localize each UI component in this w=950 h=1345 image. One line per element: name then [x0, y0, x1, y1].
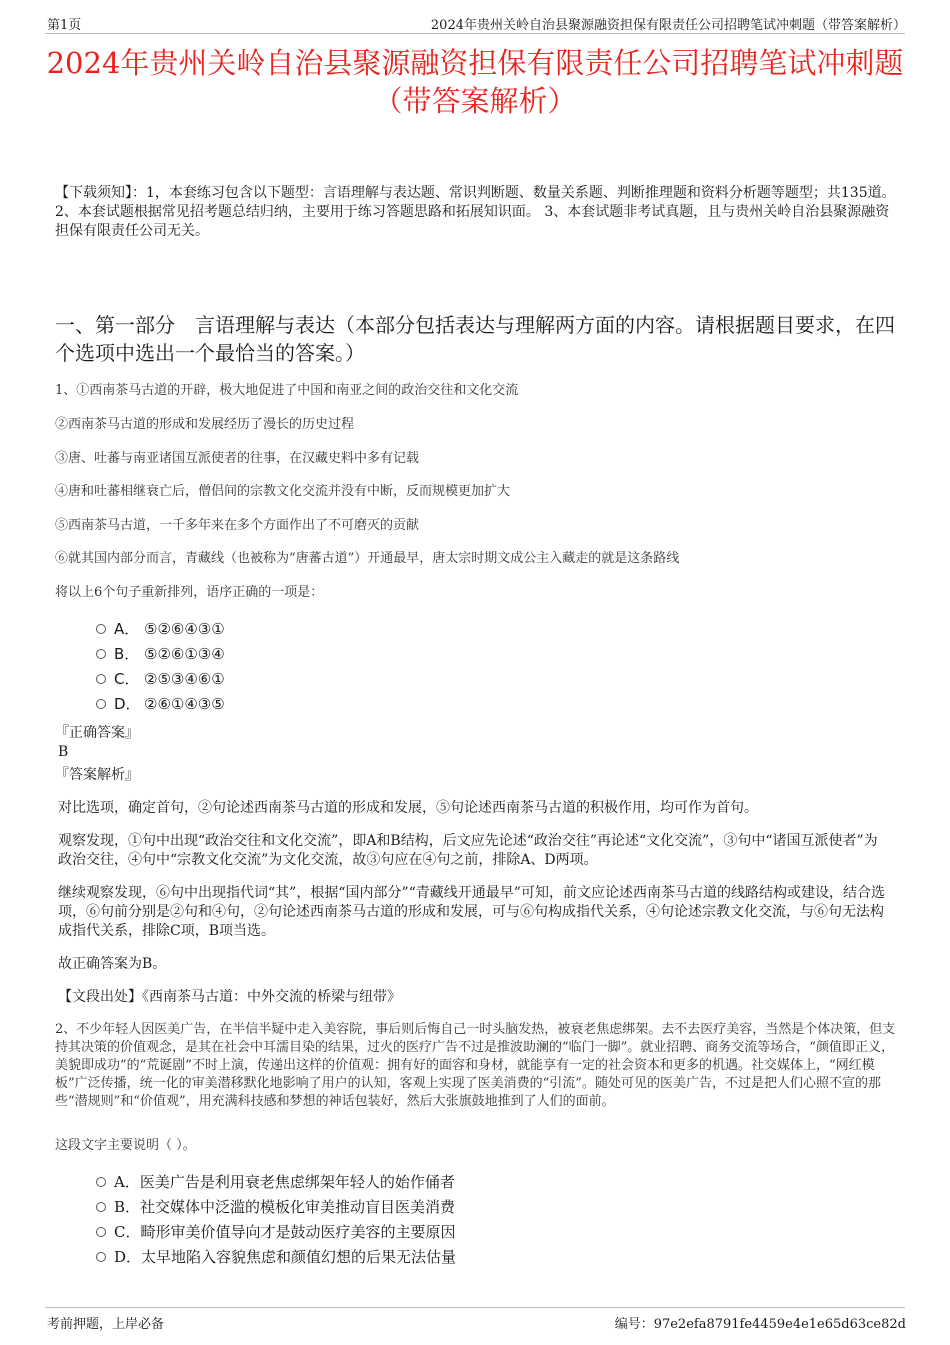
option-text: ⑤②⑥①③④	[144, 645, 225, 663]
q1-sentence-4: ④唐和吐蕃相继衰亡后，僧侣间的宗教文化交流并没有中断，反而规模更加扩大	[55, 484, 511, 499]
q1-sentence-3: ③唐、吐蕃与南亚诸国互派使者的往事，在汉藏史料中多有记载	[55, 451, 420, 466]
q1-option-d[interactable]	[96, 692, 225, 717]
header-divider	[45, 33, 905, 34]
footer-doc-id: 编号：97e2efa8791fe4459e4e1e65d63ce82d	[614, 1317, 906, 1332]
option-text: 太早地陷入容貌焦虑和颜值幻想的后果无法估量	[141, 1248, 457, 1266]
option-text: ②⑥①④③⑤	[144, 695, 225, 713]
analysis-label: 『答案解析』	[55, 767, 139, 783]
radio-icon[interactable]	[96, 699, 106, 709]
option-text: 社交媒体中泛滥的模板化审美推动盲目医美消费	[140, 1198, 456, 1216]
option-letter: A．	[114, 1173, 140, 1191]
q1-sentence-5: ⑤西南茶马古道，一千多年来在多个方面作出了不可磨灭的贡献	[55, 518, 420, 533]
q1-option-a[interactable]	[96, 617, 225, 642]
q2-prompt: 这段文字主要说明（ ）。	[55, 1138, 196, 1153]
option-letter: C．	[114, 670, 140, 688]
q1-sentence-6: ⑥就其国内部分而言，青藏线（也被称为“唐蕃古道”）开通最早，唐太宗时期文成公主入藏走的就是这条路线	[55, 551, 680, 566]
radio-icon[interactable]	[96, 1227, 106, 1237]
footer-slogan: 考前押题，上岸必备	[47, 1317, 165, 1332]
answer-label: 『正确答案』	[55, 725, 139, 741]
q1-sentence-1: 1、①西南茶马古道的开辟，极大地促进了中国和南亚之间的政治交往和文化交流	[55, 383, 519, 398]
radio-icon[interactable]	[96, 674, 106, 684]
text-source: 【文段出处】《西南茶马古道：中外交流的桥梁与纽带》	[58, 989, 401, 1005]
page-number: 第1页	[47, 18, 82, 33]
option-text: ⑤②⑥④③①	[144, 620, 225, 638]
q1-prompt: 将以上6个句子重新排列，语序正确的一项是：	[55, 585, 324, 600]
option-letter: A．	[114, 620, 140, 638]
radio-icon[interactable]	[96, 1177, 106, 1187]
analysis-paragraph-3: 继续观察发现，⑥句中出现指代词“其”，根据“国内部分”“青藏线开通最早”可知，前文应论述西南茶马古道的线路结构或建设，结合选项，⑥句前分别是②句和④句，②句论述西南茶马古道的形成和发展，可与⑥句构成指代关系，④句论述宗教文化交流，与⑥句无法构成指代关系，排除C项，B项当选。	[58, 885, 885, 939]
footer-divider	[45, 1307, 905, 1308]
q2-options	[96, 1170, 456, 1270]
option-text: 医美广告是利用衰老焦虑绑架年轻人的始作俑者	[139, 1173, 455, 1191]
download-notice: 【下载须知】：1，本套练习包含以下题型：言语理解与表达题、常识判断题、数量关系题、判断推理题和资料分析题等题型；共135道。 2、本套试题根据常见招考题总结归纳，主要用于练习答题思路和拓展知识面。 3、本套试题非考试真题，且与贵州关岭自治县聚源融资担保有限责任公司无关。	[55, 185, 896, 239]
option-letter: C．	[114, 1223, 141, 1241]
radio-icon[interactable]	[96, 1202, 106, 1212]
q1-sentence-2: ②西南茶马古道的形成和发展经历了漫长的历史过程	[55, 417, 355, 432]
option-text: ②⑤③④⑥①	[144, 670, 225, 688]
q2-option-a[interactable]	[96, 1170, 456, 1195]
analysis-paragraph-2: 观察发现，①句中出现“政治交往和文化交流”，即A和B结构，后文应先论述“政治交往”再论述“文化交流”，③句中“诸国互派使者”为政治交往，④句中“宗教文化交流”为文化交流，故③句应在④句之前，排除A、D两项。	[58, 833, 878, 868]
q2-option-b[interactable]	[96, 1195, 456, 1220]
page-title: 2024年贵州关岭自治县聚源融资担保有限责任公司招聘笔试冲刺题（带答案解析）	[46, 46, 904, 118]
q2-option-d[interactable]	[96, 1245, 456, 1270]
radio-icon[interactable]	[96, 1252, 106, 1262]
analysis-paragraph-1: 对比选项，确定首句，②句论述西南茶马古道的形成和发展，⑤句论述西南茶马古道的积极作用，均可作为首句。	[58, 800, 758, 816]
q2-passage: 2、不少年轻人因医美广告，在半信半疑中走入美容院，事后则后悔自己一时头脑发热，被衰老焦虑绑架。去不去医疗美容，当然是个体决策，但支持其决策的价值观念，是其在社会中耳濡目染的结果，过火的医疗广告不过是推波助澜的“临门一脚”。就业招聘、商务交流等场合，“颜值即正义，美貌即成功”的“荒诞剧”不时上演，传递出这样的价值观：拥有好的面容和身材，就能享有一定的社会资本和更多的机遇。社交媒体上，“网红模板”广泛传播，统一化的审美潜移默化地影响了用户的认知，客观上实现了医美消费的“引流”。随处可见的医美广告，不过是把人们心照不宣的那些“潜规则”和“价值观”，用充满科技感和梦想的神话包装好，然后大张旗鼓地推到了人们的面前。	[55, 1022, 896, 1109]
q2-option-c[interactable]	[96, 1220, 456, 1245]
option-text: 畸形审美价值导向才是鼓动医疗美容的主要原因	[140, 1223, 456, 1241]
option-letter: B．	[114, 645, 140, 663]
answer-value: B	[58, 744, 69, 760]
radio-icon[interactable]	[96, 624, 106, 634]
radio-icon[interactable]	[96, 649, 106, 659]
section-heading: 一、第一部分 言语理解与表达（本部分包括表达与理解两方面的内容。请根据题目要求，在四个选项中选出一个最恰当的答案。）	[55, 313, 895, 365]
option-letter: D．	[114, 1248, 142, 1266]
q1-option-c[interactable]	[96, 667, 225, 692]
q1-options	[96, 617, 225, 717]
option-letter: D．	[114, 695, 141, 713]
header-doc-title: 2024年贵州关岭自治县聚源融资担保有限责任公司招聘笔试冲刺题（带答案解析）	[430, 18, 906, 33]
q1-option-b[interactable]	[96, 642, 225, 667]
option-letter: B．	[114, 1198, 141, 1216]
analysis-paragraph-4: 故正确答案为B。	[58, 956, 167, 972]
